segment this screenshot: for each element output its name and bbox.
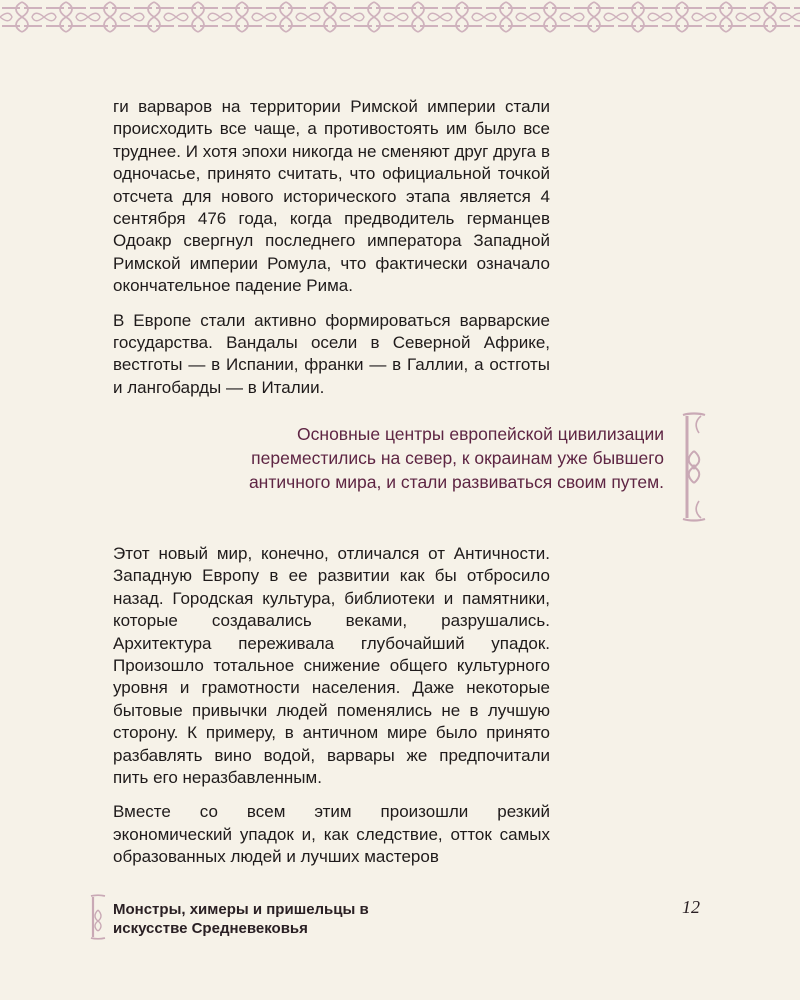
pull-quote: Основные центры европейской цивилизации переместились на север, к окраинам уже бывшего античного мира, и стали развиваться своим путем.	[248, 424, 664, 492]
page-number: 12	[682, 897, 700, 917]
body-text-top	[113, 96, 550, 399]
ornament-pattern-icon	[0, 0, 800, 34]
top-ornament-border	[0, 0, 800, 34]
body-paragraph: Этот новый мир, конечно, отличался от Античности. Западную Европу в ее развитии как бы отбросило назад. Городская культура, библиотеки и памятники, которые создавались веками, разрушались. Архитектура переживала глубочайший упадок. Произошло тотальное снижение общего культурного уровня и грамотности населения. Даже некоторые бытовые привычки людей поменялись не в лучшую сторону. К примеру, в античном мире было принято разбавлять вино водой, варвары же предпочитали пить его неразбавленным.	[113, 544, 550, 788]
footer-book-title: Монстры, химеры и пришельцы в искусстве Средневековья	[113, 901, 369, 937]
body-paragraph: В Европе стали активно формироваться варварские государства. Вандалы осели в Северной Африке, вестготы — в Испании, франки — в Галлии, а остготы и лангобарды — в Италии.	[113, 310, 550, 397]
ornamental-bracket-icon	[677, 411, 711, 523]
body-paragraph: Вместе со всем этим произошли резкий экономический упадок и, как следствие, отток самых образованных людей и лучших мастеров	[113, 802, 550, 867]
body-text-bottom	[113, 543, 550, 869]
footer-bracket-icon	[88, 894, 108, 940]
body-paragraph: ги варваров на территории Римской империи стали происходить все чаще, а противостоять им было все труднее. И хотя эпохи никогда не сменяют друг друга в одночасье, принято считать, что официальной точкой отсчета для нового исторического этапа является 4 сентября 476 года, когда предводитель германцев Одоакр свергнул последнего императора Западной Римской империи Ромула, что фактически означало окончательное падение Рима.	[113, 97, 550, 296]
